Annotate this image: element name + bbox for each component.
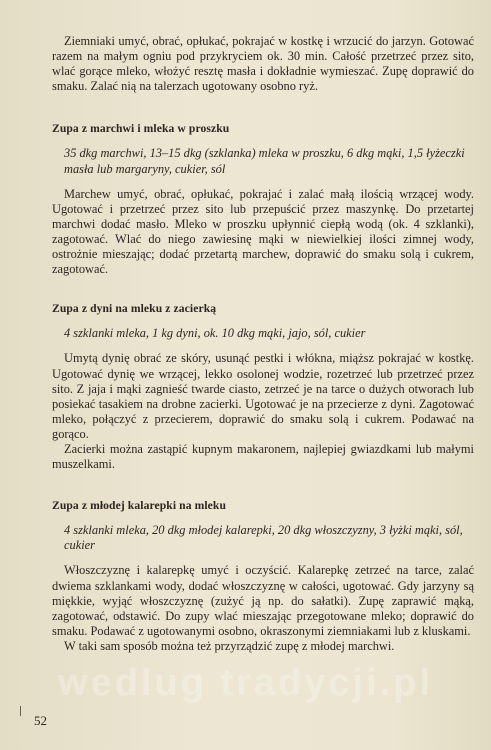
- recipe-title: Zupa z marchwi i mleka w proszku: [52, 122, 230, 136]
- recipe-ingredients: 4 szklanki mleka, 20 dkg młodej kalarepki, 20 dkg włoszczyzny, 3 łyżki mąki, sól, cukier: [64, 523, 463, 553]
- margin-mark: [20, 706, 21, 716]
- recipe-paragraph: Zacierki można zastąpić kupnym makaronem, najlepiej gwiazdkami lub małymi muszelkami.: [52, 441, 474, 472]
- recipe-paragraph: W taki sam sposób można też przyrządzić zupę z młodej marchwi.: [64, 638, 395, 653]
- recipe-ingredients: 35 dkg marchwi, 13–15 dkg (szklanka) mleka w proszku, 6 dkg mąki, 1,5 łyżeczki masła lub margaryny, cukier, sól: [64, 146, 465, 176]
- intro-paragraph: Ziemniaki umyć, obrać, opłukać, pokrajać w kostkę i wrzucić do jarzyn. Gotować razem na małym ogniu pod przykryciem ok. 30 min. Całość przetrzeć przez sito, wlać gorące mleko, włożyć resztę masła i dokładnie wymieszać. Zupę doprawić do smaku. Zalać nią na talerzach ugotowany osobno ryż.: [52, 34, 474, 94]
- recipe-ingredients: 4 szklanki mleka, 1 kg dyni, ok. 10 dkg mąki, jajo, sól, cukier: [64, 326, 366, 341]
- page-content: [52, 34, 474, 654]
- recipe-title: Zupa z dyni na mleku z zacierką: [52, 302, 217, 316]
- watermark: wedlug tradycji.pl: [58, 662, 433, 704]
- page-number: 52: [34, 713, 47, 728]
- recipe-title: Zupa z młodej kalarepki na mleku: [52, 499, 227, 513]
- recipe-paragraph: Marchew umyć, obrać, opłukać, pokrajać i zalać małą ilością wrzącej wody. Ugotować i przetrzeć przez sito lub przepuścić przez maszynkę. Do przetartej marchwi dodać masło. Mleko w proszku upłynnić ciepłą wodą (ok. 4 szklanki), zagotować. Wlać do niego zawiesinę mąki w niewielkiej ilości zimnej wody, ostrożnie mieszając; dodać przetartą marchew, doprawić do smaku solą i cukrem, zagotować.: [52, 186, 474, 277]
- recipe-paragraph: Włoszczyznę i kalarepkę umyć i oczyścić. Kalarepkę zetrzeć na tarce, zalać dwiema szklankami wody, dodać włoszczyznę w całości, ugotować. Gdy jarzyny są miękkie, wyjąć włoszczyznę (zużyć ją np. do sałatki). Zupę zaprawić mąką, zagotować, odstawić. Do zupy wlać mieszając przegotowane mleko; doprawić do smaku. Podawać z ugotowanymi osobno, okraszonymi ziemniakami lub z kluskami.: [52, 563, 474, 638]
- recipe-paragraph: Umytą dynię obrać ze skóry, usunąć pestki i włókna, miąższ pokrajać w kostkę. Ugotować dynię we wrzącej, lekko osolonej wodzie, rozetrzeć lub przetrzeć przez sito. Z jaja i mąki zagnieść twarde ciasto, zetrzeć je na tarce o dużych otworach lub posiekać tasakiem na drobne zacierki. Ugotować je na przecierze z dyni. Zagotować mleko, połączyć z przecierem, doprawić do smaku solą i cukrem. Podawać na gorąco.: [52, 351, 474, 441]
